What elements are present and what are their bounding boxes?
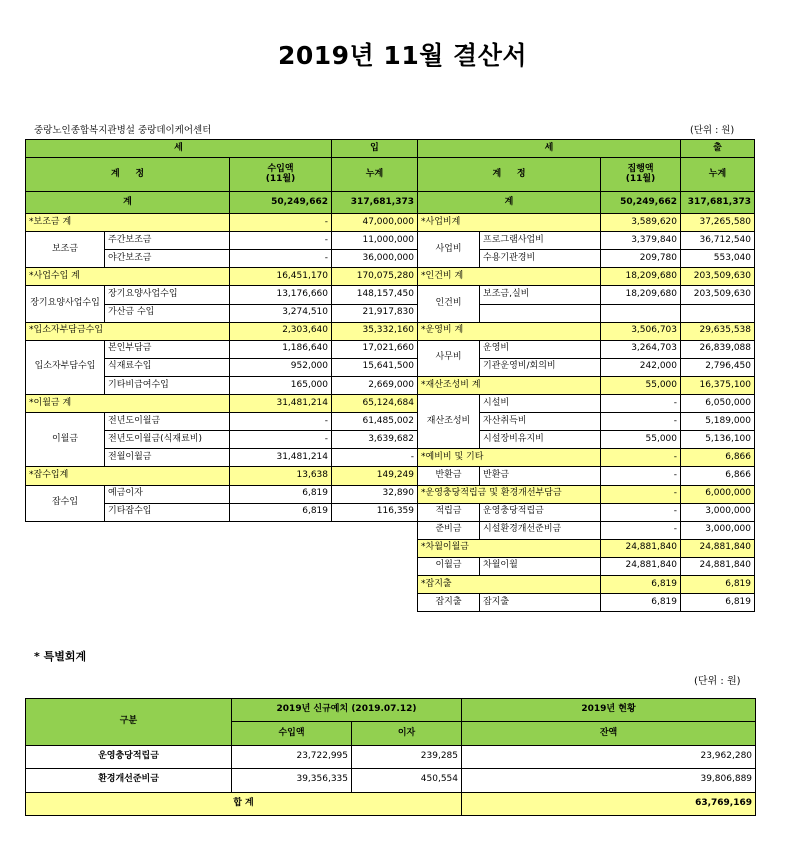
- expense-cumulative: 203,509,630: [681, 286, 755, 304]
- account-jeong: 정: [516, 168, 526, 179]
- expense-group: 반환금: [418, 467, 480, 485]
- income-cumulative: 149,249: [332, 467, 418, 485]
- income-month: 16,451,170: [230, 268, 332, 286]
- expense-month: -: [601, 503, 681, 521]
- income-month: 6,819: [230, 485, 332, 503]
- expense-month-sub: (11월): [625, 173, 656, 184]
- expense-group: 사무비: [418, 340, 480, 376]
- table-row: [26, 340, 755, 358]
- expense-item: 자산취득비: [480, 413, 601, 431]
- income-category: *이월금 계: [26, 395, 230, 413]
- special-total-value: 63,769,169: [462, 792, 756, 815]
- special-row-name: 운영충당적립금: [26, 745, 232, 768]
- table-row: [26, 250, 755, 268]
- income-cumulative: 2,669,000: [332, 376, 418, 394]
- special-row: [26, 769, 756, 792]
- expense-item: 시설환경개선준비금: [480, 521, 601, 539]
- expense-item: 운영비: [480, 340, 601, 358]
- expense-month: -: [601, 413, 681, 431]
- expense-total-cumulative: 317,681,373: [681, 192, 755, 214]
- expense-group: 이월금: [418, 557, 480, 575]
- income-month: 13,638: [230, 467, 332, 485]
- income-account-header: [26, 158, 230, 192]
- income-month: -: [230, 250, 332, 268]
- income-month: 1,186,640: [230, 340, 332, 358]
- expense-month: -: [601, 485, 681, 503]
- header-row-2: [26, 158, 755, 192]
- income-item: 전월이월금: [105, 449, 230, 467]
- expense-month-empty: [601, 304, 681, 322]
- expense-group: 적립금: [418, 503, 480, 521]
- expense-month: 3,506,703: [601, 322, 681, 340]
- expense-cumulative: 6,000,000: [681, 485, 755, 503]
- income-header-se: 세: [26, 140, 332, 158]
- income-category: *입소자부담금수입: [26, 322, 230, 340]
- unit-label: (단위 : 원): [690, 125, 735, 136]
- expense-cumulative: 553,040: [681, 250, 755, 268]
- expense-cumulative: 3,000,000: [681, 521, 755, 539]
- expense-category: *잡지출: [418, 575, 601, 593]
- income-cumulative: 65,124,684: [332, 395, 418, 413]
- expense-category: *차월이월금: [418, 539, 601, 557]
- expense-cumulative: 24,881,840: [681, 539, 755, 557]
- income-month: -: [230, 431, 332, 449]
- expense-cumulative: 2,796,450: [681, 358, 755, 376]
- expense-cumulative-empty: [681, 304, 755, 322]
- special-row-interest: 450,554: [352, 769, 462, 792]
- income-cumulative: 61,485,002: [332, 413, 418, 431]
- income-cumulative: 35,332,160: [332, 322, 418, 340]
- table-row: [26, 268, 755, 286]
- income-item: 기타비급여수입: [105, 376, 230, 394]
- expense-month: 18,209,680: [601, 268, 681, 286]
- expense-cumulative: 6,866: [681, 467, 755, 485]
- table-row: [26, 395, 755, 413]
- income-cumulative: 148,157,450: [332, 286, 418, 304]
- table-row: [26, 286, 755, 304]
- income-header-ip: 입: [332, 140, 418, 158]
- table-row: [26, 485, 755, 503]
- expense-header-se: 세: [418, 140, 681, 158]
- expense-category: *재산조성비 계: [418, 376, 601, 394]
- table-row: [26, 467, 755, 485]
- expense-item: 반환금: [480, 467, 601, 485]
- expense-month: 55,000: [601, 376, 681, 394]
- expense-cumulative: 5,136,100: [681, 431, 755, 449]
- expense-cumulative: 6,050,000: [681, 395, 755, 413]
- expense-group: 준비금: [418, 521, 480, 539]
- income-month: 6,819: [230, 503, 332, 521]
- special-header-deposit: 2019년 신규예치 (2019.07.12): [232, 699, 462, 722]
- income-group: 입소자부담수입: [26, 340, 105, 394]
- income-item: 장기요양사업수입: [105, 286, 230, 304]
- expense-month: 242,000: [601, 358, 681, 376]
- organization-name: 중랑노인종합복지관병설 중랑데이케어센터: [34, 125, 212, 136]
- income-cumulative: 47,000,000: [332, 214, 418, 232]
- expense-month: -: [601, 521, 681, 539]
- income-category: *사업수입 계: [26, 268, 230, 286]
- account-gye: 계: [110, 168, 120, 179]
- income-item: 야간보조금: [105, 250, 230, 268]
- special-header-gubun: 구분: [26, 699, 232, 746]
- table-row: [26, 232, 755, 250]
- expense-category: *운영비 계: [418, 322, 601, 340]
- expense-month-header: [601, 158, 681, 192]
- table-row: [26, 304, 755, 322]
- expense-item: 기관운영비/회의비: [480, 358, 601, 376]
- income-category: *보조금 계: [26, 214, 230, 232]
- table-row: [26, 322, 755, 340]
- special-header-balance: 잔액: [462, 722, 756, 745]
- expense-month: 3,264,703: [601, 340, 681, 358]
- expense-cumulative: 203,509,630: [681, 268, 755, 286]
- special-header-interest: 이자: [352, 722, 462, 745]
- income-item: 본인부담금: [105, 340, 230, 358]
- income-cumulative: 3,639,682: [332, 431, 418, 449]
- income-item: 기타잡수입: [105, 503, 230, 521]
- special-header-status: 2019년 현황: [462, 699, 756, 722]
- special-row-balance: 39,806,889: [462, 769, 756, 792]
- special-total-row: [26, 792, 756, 815]
- special-row-balance: 23,962,280: [462, 745, 756, 768]
- expense-cumulative: 24,881,840: [681, 557, 755, 575]
- expense-cumulative: 5,189,000: [681, 413, 755, 431]
- income-month: 31,481,214: [230, 395, 332, 413]
- income-month: -: [230, 232, 332, 250]
- table-row: [26, 449, 755, 467]
- expense-cumulative: 36,712,540: [681, 232, 755, 250]
- expense-month: 3,589,620: [601, 214, 681, 232]
- special-row-amount: 23,722,995: [232, 745, 352, 768]
- special-row-name: 환경개선준비금: [26, 769, 232, 792]
- expense-category: *인건비 계: [418, 268, 601, 286]
- special-header-amount: 수입액: [232, 722, 352, 745]
- special-header-row-1: [26, 699, 756, 722]
- expense-item: 잡지출: [480, 594, 601, 612]
- income-month: 3,274,510: [230, 304, 332, 322]
- table-row: [26, 503, 755, 521]
- expense-cumulative: 6,866: [681, 449, 755, 467]
- expense-month: 18,209,680: [601, 286, 681, 304]
- special-account-title: * 특별회계: [34, 650, 87, 663]
- expense-month: -: [601, 449, 681, 467]
- expense-cumulative: 26,839,088: [681, 340, 755, 358]
- expense-group: 재산조성비: [418, 395, 480, 449]
- income-month: 31,481,214: [230, 449, 332, 467]
- account-gye: 계: [492, 168, 502, 179]
- income-item: 식재료수입: [105, 358, 230, 376]
- income-cumulative: -: [332, 449, 418, 467]
- page-title: 2019년 11월 결산서: [277, 41, 528, 70]
- income-cumulative: 11,000,000: [332, 232, 418, 250]
- special-account-table: [25, 698, 756, 816]
- income-total-cumulative: 317,681,373: [332, 192, 418, 214]
- income-month: -: [230, 214, 332, 232]
- expense-item: 프로그램사업비: [480, 232, 601, 250]
- income-total-label: 계: [26, 192, 230, 214]
- expense-cumulative: 6,819: [681, 575, 755, 593]
- expense-item-empty: [480, 304, 601, 322]
- special-unit-label: (단위 : 원): [694, 676, 741, 687]
- income-month-header: [230, 158, 332, 192]
- special-total-label: 합 계: [26, 792, 462, 815]
- income-cumulative: 116,359: [332, 503, 418, 521]
- table-row: [26, 413, 755, 431]
- expense-header-chul: 출: [681, 140, 755, 158]
- income-item: 전년도이월금: [105, 413, 230, 431]
- income-month-sub: (11월): [265, 173, 296, 184]
- expense-month: 24,881,840: [601, 557, 681, 575]
- expense-month: 6,819: [601, 594, 681, 612]
- table-row: [26, 376, 755, 394]
- settlement-table: [25, 139, 755, 612]
- special-row-amount: 39,356,335: [232, 769, 352, 792]
- expense-group: 사업비: [418, 232, 480, 268]
- expense-month: 209,780: [601, 250, 681, 268]
- expense-total-month: 50,249,662: [601, 192, 681, 214]
- income-group: 장기요양사업수입: [26, 286, 105, 322]
- expense-cumulative: 6,819: [681, 594, 755, 612]
- expense-cumulative: 37,265,580: [681, 214, 755, 232]
- expense-item: 차월이월: [480, 557, 601, 575]
- expense-month: 6,819: [601, 575, 681, 593]
- expense-item: 시설비: [480, 395, 601, 413]
- expense-item: 보조금,실비: [480, 286, 601, 304]
- income-month: 2,303,640: [230, 322, 332, 340]
- expense-month: -: [601, 395, 681, 413]
- special-row-interest: 239,285: [352, 745, 462, 768]
- expense-month: 3,379,840: [601, 232, 681, 250]
- account-jeong: 정: [135, 168, 145, 179]
- income-total-month: 50,249,662: [230, 192, 332, 214]
- income-cumulative: 32,890: [332, 485, 418, 503]
- income-group: 이월금: [26, 413, 105, 467]
- expense-item: 수용기관경비: [480, 250, 601, 268]
- expense-month: -: [601, 467, 681, 485]
- expense-category: *예비비 및 기타: [418, 449, 601, 467]
- income-cumulative: 36,000,000: [332, 250, 418, 268]
- header-row-1: [26, 140, 755, 158]
- income-group: 잡수입: [26, 485, 105, 521]
- table-row: [26, 521, 755, 539]
- expense-group: 잡지출: [418, 594, 480, 612]
- income-item: 주간보조금: [105, 232, 230, 250]
- income-cumulative: 17,021,660: [332, 340, 418, 358]
- income-cumulative: 15,641,500: [332, 358, 418, 376]
- income-month: 165,000: [230, 376, 332, 394]
- income-category: *잡수입계: [26, 467, 230, 485]
- income-item: 전년도이월금(식재료비): [105, 431, 230, 449]
- total-row: [26, 192, 755, 214]
- income-group: 보조금: [26, 232, 105, 268]
- income-cumulative-header: 누계: [332, 158, 418, 192]
- table-row: [26, 358, 755, 376]
- expense-cumulative-header: 누계: [681, 158, 755, 192]
- expense-item: 운영충당적립금: [480, 503, 601, 521]
- expense-cumulative: 29,635,538: [681, 322, 755, 340]
- special-row: [26, 745, 756, 768]
- expense-group: 인건비: [418, 286, 480, 322]
- income-month: 13,176,660: [230, 286, 332, 304]
- income-month: 952,000: [230, 358, 332, 376]
- table-row: [26, 214, 755, 232]
- expense-cumulative: 16,375,100: [681, 376, 755, 394]
- expense-cumulative: 3,000,000: [681, 503, 755, 521]
- expense-total-label: 계: [418, 192, 601, 214]
- income-empty-area: [26, 521, 418, 611]
- income-month-label: 수입액: [267, 163, 294, 174]
- income-item: 가산금 수입: [105, 304, 230, 322]
- expense-month: 55,000: [601, 431, 681, 449]
- expense-month: 24,881,840: [601, 539, 681, 557]
- income-cumulative: 170,075,280: [332, 268, 418, 286]
- table-row: [26, 431, 755, 449]
- income-month: -: [230, 413, 332, 431]
- income-cumulative: 21,917,830: [332, 304, 418, 322]
- expense-month-label: 집행액: [627, 163, 654, 174]
- income-item: 예금이자: [105, 485, 230, 503]
- expense-item: 시설장비유지비: [480, 431, 601, 449]
- expense-account-header: [418, 158, 601, 192]
- expense-category: *운영충당적립금 및 환경개선부담금: [418, 485, 601, 503]
- expense-category: *사업비계: [418, 214, 601, 232]
